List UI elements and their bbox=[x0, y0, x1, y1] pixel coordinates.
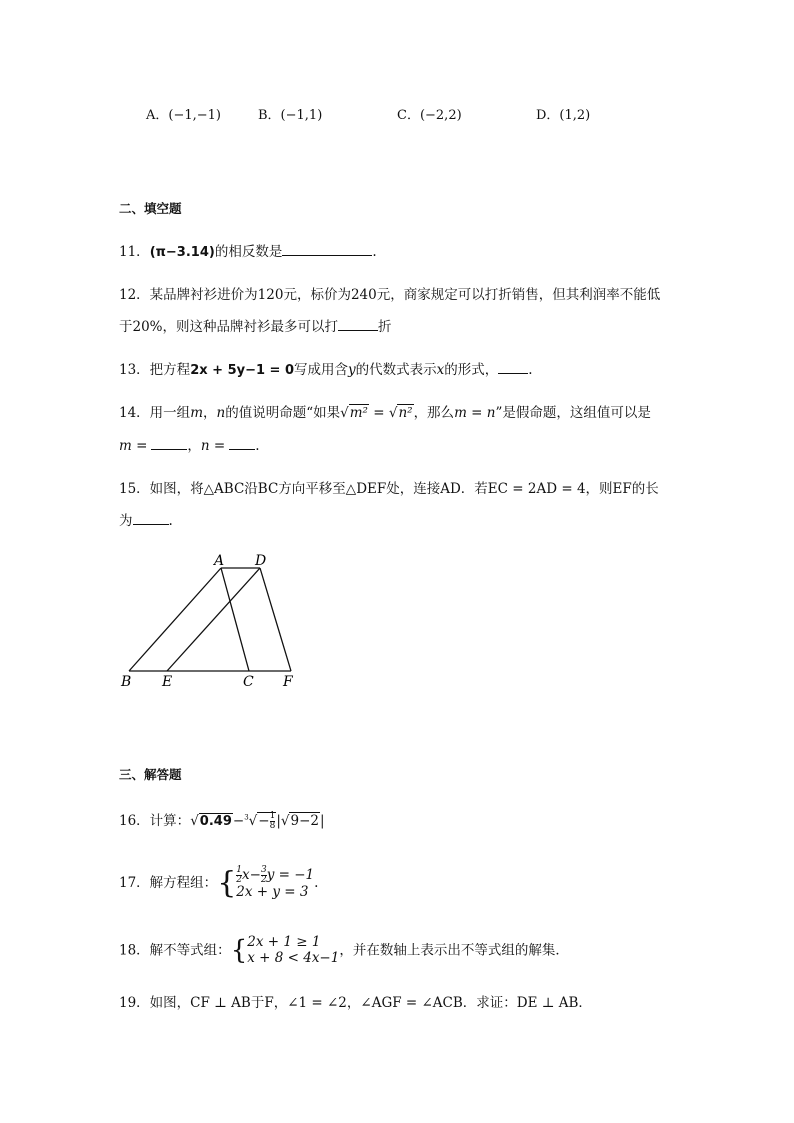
q12-text-a: 于20%，则这种品牌衬衫最多可以打 bbox=[119, 319, 339, 335]
q11-text: 的相反数是 bbox=[214, 244, 283, 260]
q17-frac-1-den: 2 bbox=[236, 875, 243, 885]
q13-end: . bbox=[528, 362, 533, 378]
q14-var-n: n bbox=[216, 405, 226, 421]
q12-answer-blank bbox=[338, 318, 378, 331]
q15-end: . bbox=[168, 513, 173, 529]
segment-ac bbox=[221, 568, 249, 671]
q11-expression: (π−3.14) bbox=[149, 245, 215, 260]
q18-row-1: 2x + 1 ≥ 1 bbox=[247, 934, 321, 950]
q13-var-x: x bbox=[436, 362, 445, 378]
q16-sqrt-symbol-2: √ bbox=[248, 813, 258, 829]
q17-frac-2-den: 2 bbox=[260, 875, 267, 885]
q18-brace: { bbox=[230, 935, 248, 966]
question-16 bbox=[119, 812, 325, 831]
question-19: 19．如图，CF ⊥ AB于F，∠1 = ∠2，∠AGF = ∠ACB．求证：DE ⊥ AB． bbox=[119, 995, 592, 1011]
q17-frac-2-num: 3 bbox=[260, 865, 267, 875]
question-14-line-2 bbox=[119, 437, 260, 454]
q13-equation: 2x + 5y−1 = 0 bbox=[190, 363, 295, 378]
q16-frac-num: 1 bbox=[269, 811, 276, 821]
question-15-line-1: 15．如图，将△ABC沿BC方向平移至△DEF处，连接AD．若EC = 2AD = 4，则EF的长 bbox=[119, 481, 659, 497]
section-heading-fill-blank: 二、填空题 bbox=[119, 201, 182, 216]
q14-sqrt-symbol-2: √ bbox=[388, 405, 398, 421]
label-e: E bbox=[162, 674, 173, 690]
q14-var-m: m bbox=[190, 405, 203, 421]
q14-m-equals-n: m = n bbox=[454, 405, 496, 421]
q16-label: 16．计算： bbox=[119, 813, 191, 829]
question-12-line-1: 12．某品牌衬衫进价为120元，标价为240元，商家规定可以打折销售，但其利润率不能低 bbox=[119, 287, 661, 303]
q17-frac-1-num: 1 bbox=[236, 865, 243, 875]
label-d: D bbox=[255, 553, 267, 569]
q16-frac-den: 8 bbox=[269, 821, 276, 831]
q16-sqrt-symbol-1: √ bbox=[190, 813, 199, 829]
q14-sqrt-symbol-1: √ bbox=[340, 405, 349, 421]
q18-row-2: x + 8 < 4x−1 bbox=[247, 949, 340, 966]
question-12-line-2 bbox=[119, 318, 392, 335]
q14-m-blank bbox=[151, 437, 187, 450]
q16-abs-close: | bbox=[319, 813, 325, 829]
q17-end: . bbox=[314, 875, 319, 892]
label-f: F bbox=[283, 674, 293, 690]
q16-sqrt-symbol-3: √ bbox=[280, 813, 290, 829]
segment-df bbox=[260, 568, 291, 671]
question-11 bbox=[119, 243, 377, 261]
q13-text-f: 的形式， bbox=[444, 362, 499, 378]
q17-label: 17．解方程组： bbox=[119, 875, 218, 892]
option-b: B．(−1,1) bbox=[258, 108, 323, 123]
q13-var-y: y bbox=[348, 362, 356, 378]
q14-comma: ， bbox=[187, 438, 201, 454]
q15-text: 为 bbox=[119, 513, 133, 529]
q13-answer-blank bbox=[498, 361, 528, 374]
q16-root-index: 3 bbox=[244, 813, 249, 822]
q16-radicand-1: 0.49 bbox=[199, 814, 232, 829]
question-18 bbox=[119, 935, 569, 966]
q16-abs-open: | bbox=[276, 813, 281, 829]
q16-neg: − bbox=[258, 813, 270, 829]
segment-de bbox=[167, 568, 260, 671]
q13-text-d: 的代数式表示 bbox=[355, 362, 437, 378]
q16-minus: − bbox=[232, 813, 245, 829]
section-heading-solve: 三、解答题 bbox=[119, 767, 182, 782]
label-a: A bbox=[214, 553, 225, 569]
q18-text: ，并在数轴上表示出不等式组的解集． bbox=[339, 942, 569, 959]
q14-m-label: m = bbox=[119, 438, 148, 454]
q14-sqrt-n2: n² bbox=[398, 405, 413, 421]
option-c: C．(−2,2) bbox=[397, 108, 462, 123]
q17-brace: { bbox=[217, 865, 237, 901]
question-15-line-2 bbox=[119, 512, 173, 529]
q14-n-label: n = bbox=[200, 438, 226, 454]
q11-number: 11． bbox=[119, 244, 150, 260]
option-d: D．(1,2) bbox=[536, 108, 591, 123]
q14-n-blank bbox=[229, 437, 255, 450]
q13-text-b: 写成用含 bbox=[294, 362, 349, 378]
q14-sqrt-m2: m² bbox=[349, 405, 368, 421]
q13-text-a: 13．把方程 bbox=[119, 362, 191, 378]
q14-sep: ， bbox=[203, 405, 217, 421]
label-c: C bbox=[243, 674, 254, 690]
q16-cube-radicand bbox=[257, 812, 276, 829]
q18-label: 18．解不等式组： bbox=[119, 942, 231, 959]
q15-answer-blank bbox=[133, 512, 169, 525]
question-17 bbox=[119, 866, 318, 901]
q14-end: . bbox=[255, 438, 260, 454]
q17-row-1 bbox=[236, 866, 314, 885]
q14-text-d: ”是假命题，这组值可以是 bbox=[495, 405, 651, 421]
q11-end: . bbox=[372, 244, 377, 260]
segment-ab bbox=[129, 568, 221, 671]
label-b: B bbox=[121, 674, 132, 690]
option-a: A．(−1,−1) bbox=[146, 108, 221, 123]
q12-text-b: 折 bbox=[378, 319, 392, 335]
q17-system bbox=[236, 866, 314, 901]
question-14-line-1 bbox=[119, 405, 651, 421]
q18-system bbox=[247, 935, 339, 966]
question-13 bbox=[119, 361, 533, 379]
q14-text-c: ，那么 bbox=[413, 405, 455, 421]
q14-equals: = bbox=[368, 405, 389, 421]
q14-text-a: 14．用一组 bbox=[119, 405, 191, 421]
q11-answer-blank bbox=[282, 243, 372, 256]
q17-row-1-y: y = −1 bbox=[266, 867, 315, 883]
q14-text-b: 的值说明命题“如果 bbox=[225, 405, 341, 421]
translation-figure bbox=[110, 548, 310, 694]
q17-row-2: 2x + y = 3 bbox=[236, 884, 309, 900]
q16-radicand-2: 9−2 bbox=[290, 813, 319, 829]
q17-row-1-x: x− bbox=[242, 867, 261, 883]
q16-fraction bbox=[270, 812, 276, 831]
